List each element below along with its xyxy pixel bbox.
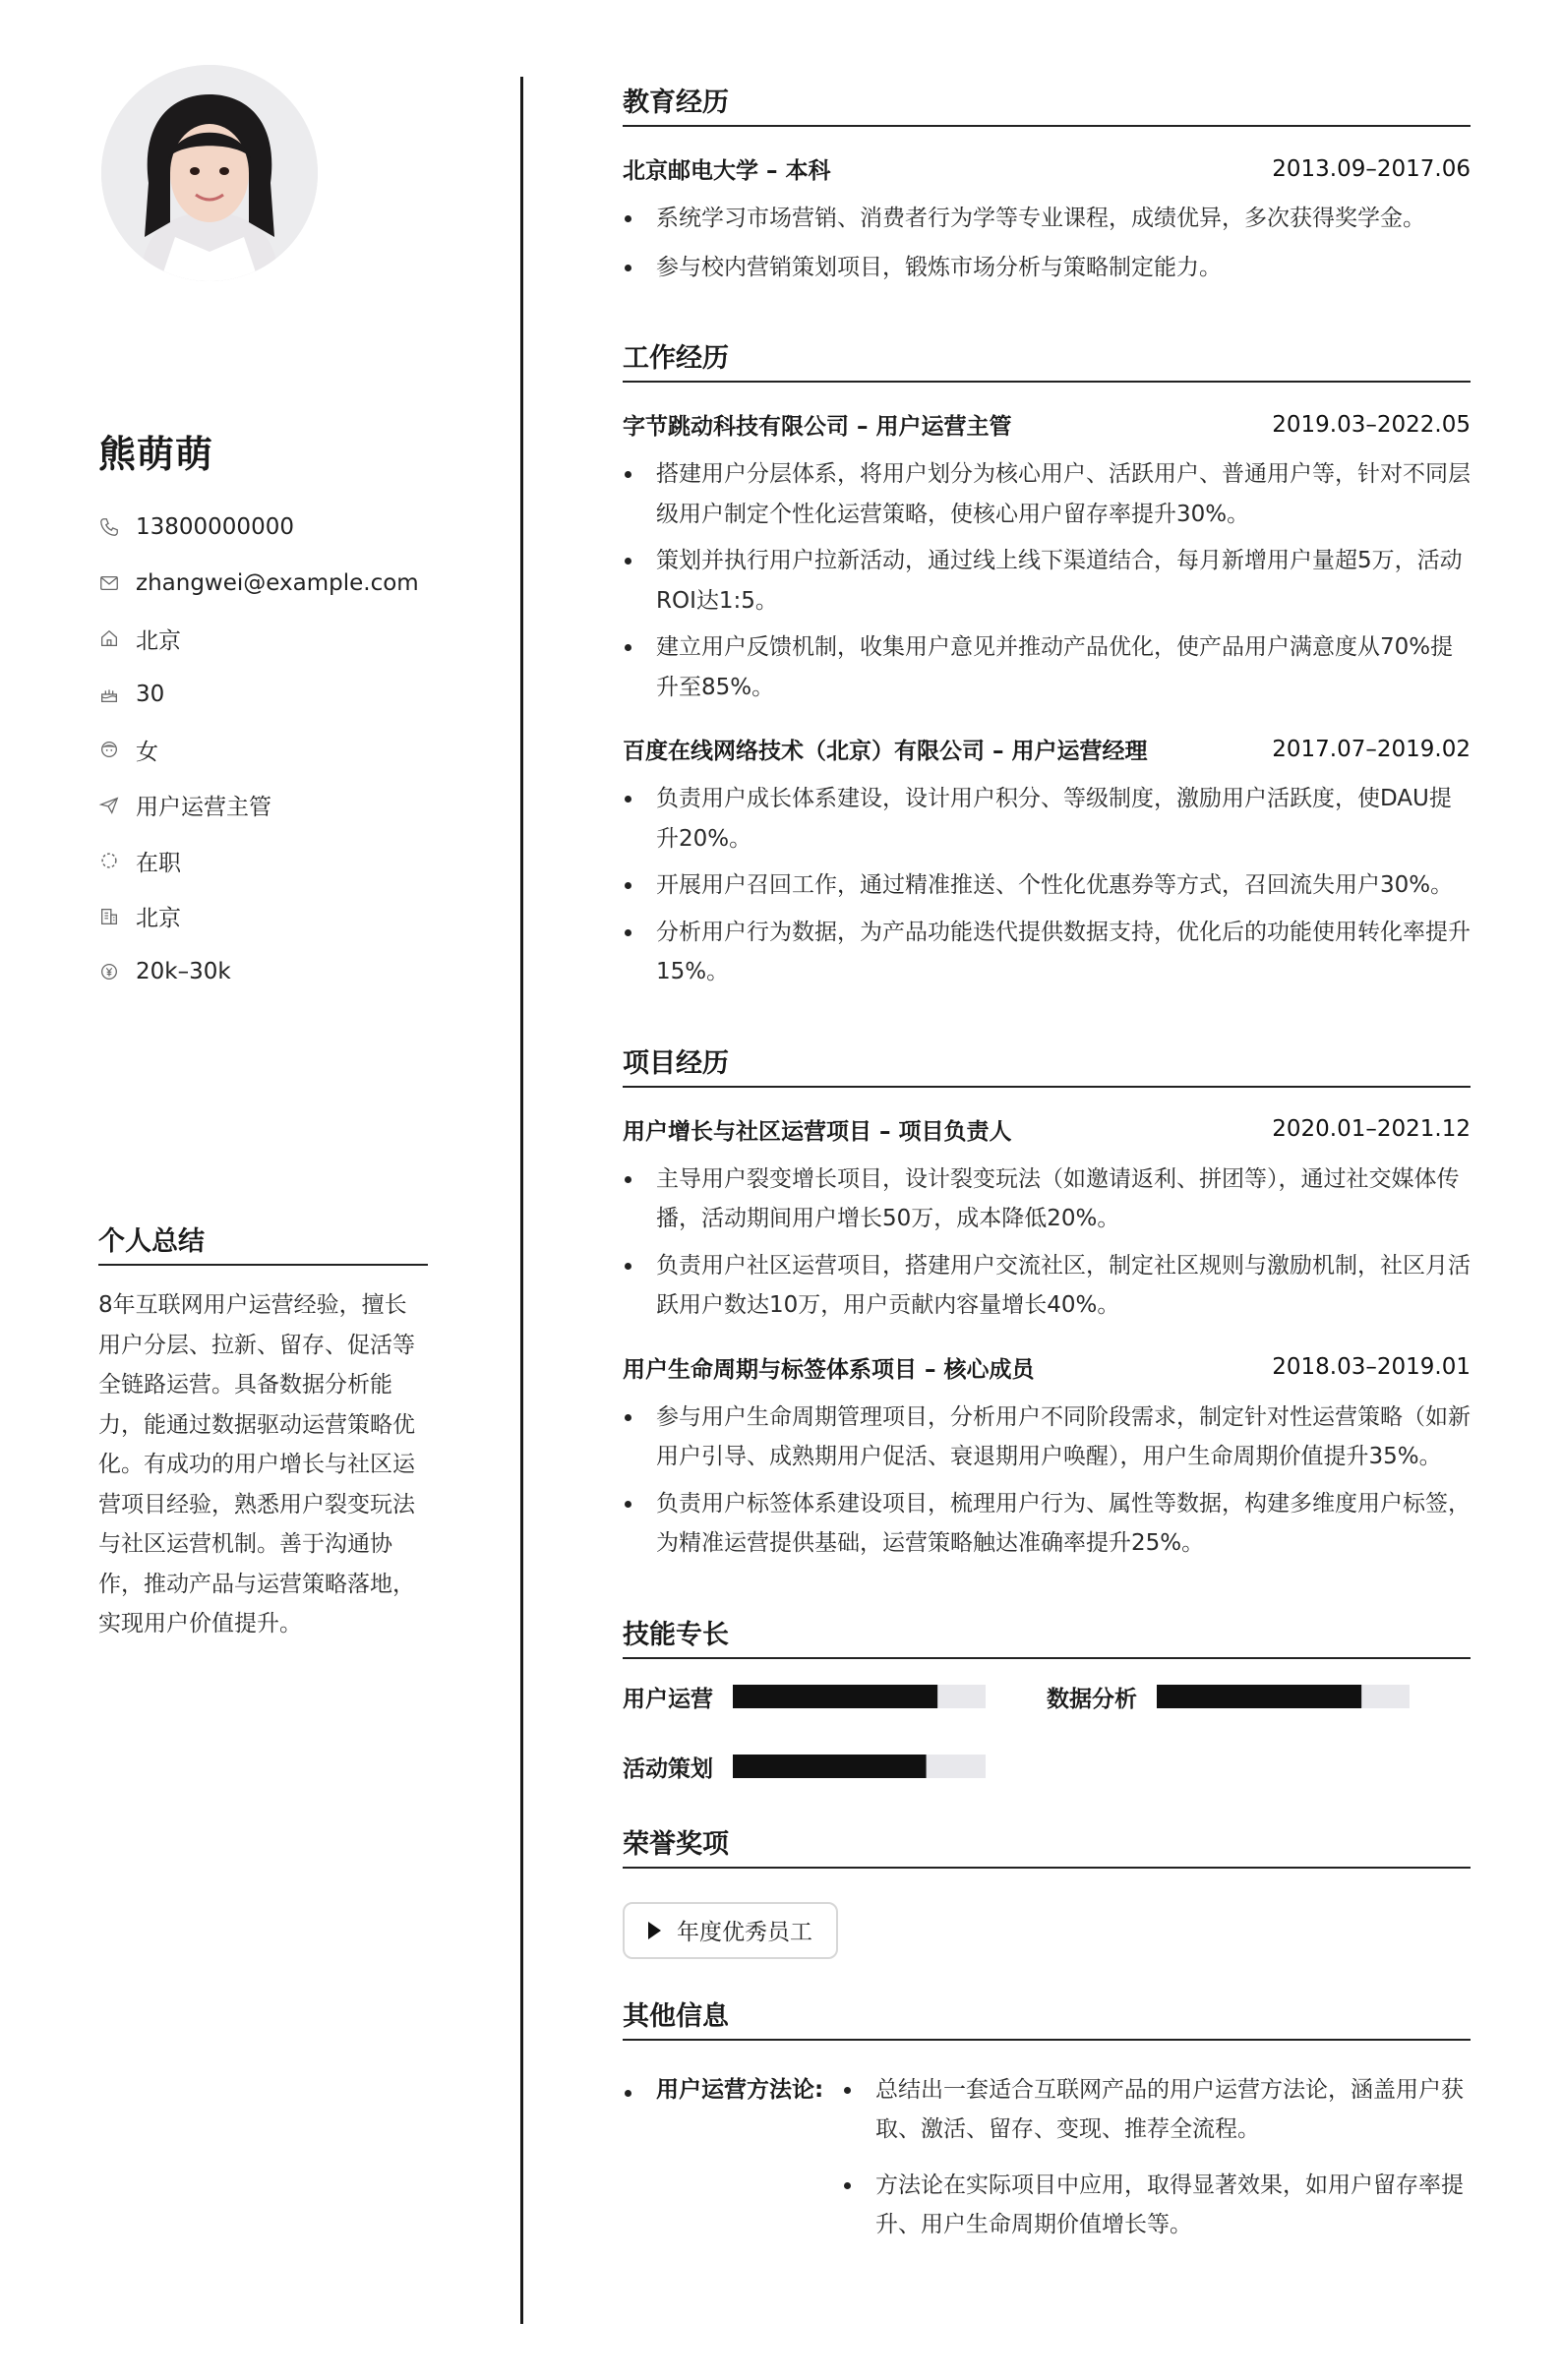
avatar-photo: [101, 65, 318, 281]
list-item: 参与校内营销策划项目，锻炼市场分析与策略制定能力。: [623, 248, 1471, 288]
info-status: [98, 833, 428, 889]
list-item: 主导用户裂变增长项目，设计裂变玩法（如邀请返利、拼团等），通过社交媒体传播，活动期间用户增长50万，成本降低20%。: [623, 1160, 1471, 1239]
info-phone-text: 13800000000: [136, 514, 294, 541]
project-name: 用户增长与社区运营项目 – 项目负责人: [623, 1118, 1012, 1145]
list-item: 总结出一套适合互联网产品的用户运营方法论，涵盖用户获取、激活、留存、变现、推荐全流程。: [842, 2070, 1471, 2150]
education-heading: 教育经历: [623, 81, 1471, 127]
list-item: 负责用户标签体系建设项目，梳理用户行为、属性等数据，构建多维度用户标签，为精准运营提供基础，运营策略触达准确率提升25%。: [623, 1484, 1471, 1564]
skill-label: 数据分析: [1047, 1686, 1137, 1712]
list-item: 负责用户社区运营项目，搭建用户交流社区，制定社区规则与激励机制，社区月活跃用户数达10万，用户贡献内容量增长40%。: [623, 1246, 1471, 1326]
phone-icon: [98, 516, 120, 538]
work-date: 2019.03–2022.05: [1272, 411, 1471, 438]
skill-item: [1047, 1681, 1471, 1713]
main-content: [623, 81, 1471, 2261]
skill-fill: [733, 1755, 927, 1778]
project-date: 2018.03–2019.01: [1272, 1354, 1471, 1380]
other-label: 用户运营方法论:: [623, 2070, 842, 2261]
play-icon: [648, 1922, 661, 1939]
info-salary-text: 20k–30k: [136, 959, 231, 985]
skill-label: 用户运营: [623, 1686, 713, 1712]
info-salary: [98, 944, 428, 1000]
info-position: [98, 778, 428, 834]
work-section: [623, 336, 1471, 992]
projects-heading: 项目经历: [623, 1041, 1471, 1088]
cake-icon: [98, 684, 120, 705]
info-city: [98, 889, 428, 945]
skill-bar: [733, 1755, 986, 1778]
summary-section: [98, 1220, 428, 1644]
info-age: [98, 667, 428, 723]
education-date: 2013.09–2017.06: [1272, 155, 1471, 182]
skills-section: [623, 1613, 1471, 1783]
work-entry-head: [623, 733, 1471, 765]
work-bullets: [623, 779, 1471, 992]
work-company: 字节跳动科技有限公司 – 用户运营主管: [623, 414, 1012, 440]
work-date: 2017.07–2019.02: [1272, 736, 1471, 762]
skill-item: [623, 1751, 1061, 1783]
skills-row: [623, 1681, 1471, 1713]
info-position-text: 用户运营主管: [136, 795, 271, 821]
list-item: 策划并执行用户拉新活动，通过线上线下渠道结合，每月新增用户量超5万，活动ROI达1:5。: [623, 541, 1471, 621]
building-icon: [98, 906, 120, 927]
list-item: 分析用户行为数据，为产品功能迭代提供数据支持，优化后的功能使用转化率提升15%。: [623, 913, 1471, 992]
skill-item: [623, 1681, 1047, 1713]
skill-bar: [733, 1685, 986, 1708]
award-chip: [623, 1902, 838, 1959]
education-section: [623, 81, 1471, 287]
skill-fill: [733, 1685, 937, 1708]
info-status-text: 在职: [136, 850, 181, 876]
list-item: 开展用户召回工作，通过精准推送、个性化优惠券等方式，召回流失用户30%。: [623, 865, 1471, 906]
mail-icon: [98, 572, 120, 594]
skill-bar: [1157, 1685, 1410, 1708]
education-school: 北京邮电大学 – 本科: [623, 158, 831, 184]
send-icon: [98, 795, 120, 816]
award-label: 年度优秀员工: [677, 1920, 812, 1945]
project-bullets: [623, 1398, 1471, 1564]
project-entry-head: [623, 1351, 1471, 1384]
other-section: [623, 1994, 1471, 2261]
list-item: 负责用户成长体系建设，设计用户积分、等级制度，激励用户活跃度，使DAU提升20%。: [623, 779, 1471, 859]
other-item: [623, 2070, 1471, 2261]
project-date: 2020.01–2021.12: [1272, 1116, 1471, 1142]
project-entry-head: [623, 1113, 1471, 1146]
home-icon: [98, 627, 120, 649]
other-heading: 其他信息: [623, 1994, 1471, 2041]
education-entry-head: [623, 152, 1471, 185]
list-item: 方法论在实际项目中应用，取得显著效果，如用户留存率提升、用户生命周期价值增长等。: [842, 2166, 1471, 2245]
column-divider: [520, 77, 523, 2324]
project-name: 用户生命周期与标签体系项目 – 核心成员: [623, 1356, 1035, 1383]
work-entry-head: [623, 408, 1471, 441]
salary-icon: [98, 961, 120, 982]
list-item: 搭建用户分层体系，将用户划分为核心用户、活跃用户、普通用户等，针对不同层级用户制定个性化运营策略，使核心用户留存率提升30%。: [623, 454, 1471, 534]
work-bullets: [623, 454, 1471, 707]
project-bullets: [623, 1160, 1471, 1326]
summary-text: 8年互联网用户运营经验，擅长用户分层、拉新、留存、促活等全链路运营。具备数据分析能力，能通过数据驱动运营策略优化。有成功的用户增长与社区运营项目经验，熟悉用户裂变玩法与社区运营机制。善于沟通协作，推动产品与运营策略落地，实现用户价值提升。: [98, 1292, 415, 1636]
skill-fill: [1157, 1685, 1361, 1708]
info-gender: [98, 722, 428, 778]
skills-heading: 技能专长: [623, 1613, 1471, 1659]
sidebar: [98, 65, 428, 1000]
projects-section: [623, 1041, 1471, 1564]
info-location-text: 北京: [136, 627, 181, 654]
awards-section: [623, 1822, 1471, 1959]
work-company: 百度在线网络技术（北京）有限公司 – 用户运营经理: [623, 739, 1148, 764]
list-item: 参与用户生命周期管理项目，分析用户不同阶段需求，制定针对性运营策略（如新用户引导、成熟期用户促活、衰退期用户唤醒），用户生命周期价值提升35%。: [623, 1398, 1471, 1477]
summary-heading: 个人总结: [98, 1220, 428, 1266]
work-heading: 工作经历: [623, 336, 1471, 383]
info-email: [98, 556, 428, 612]
awards-heading: 荣誉奖项: [623, 1822, 1471, 1869]
info-email-text: zhangwei@example.com: [136, 569, 419, 596]
gender-icon: [98, 739, 120, 760]
other-bullets: [842, 2070, 1471, 2261]
info-location: [98, 611, 428, 667]
education-bullets: [623, 199, 1471, 287]
info-phone: [98, 500, 428, 556]
avatar: [101, 65, 318, 281]
skills-row: [623, 1751, 1471, 1783]
info-city-text: 北京: [136, 906, 181, 932]
list-item: 建立用户反馈机制，收集用户意见并推动产品优化，使产品用户满意度从70%提升至85%。: [623, 627, 1471, 707]
contact-info-list: [98, 500, 428, 1000]
skill-label: 活动策划: [623, 1755, 713, 1782]
list-item: 系统学习市场营销、消费者行为学等专业课程，成绩优异，多次获得奖学金。: [623, 199, 1471, 239]
info-age-text: 30: [136, 681, 165, 707]
candidate-name: 熊萌萌: [98, 433, 214, 476]
info-gender-text: 女: [136, 739, 158, 765]
status-icon: [98, 850, 120, 871]
